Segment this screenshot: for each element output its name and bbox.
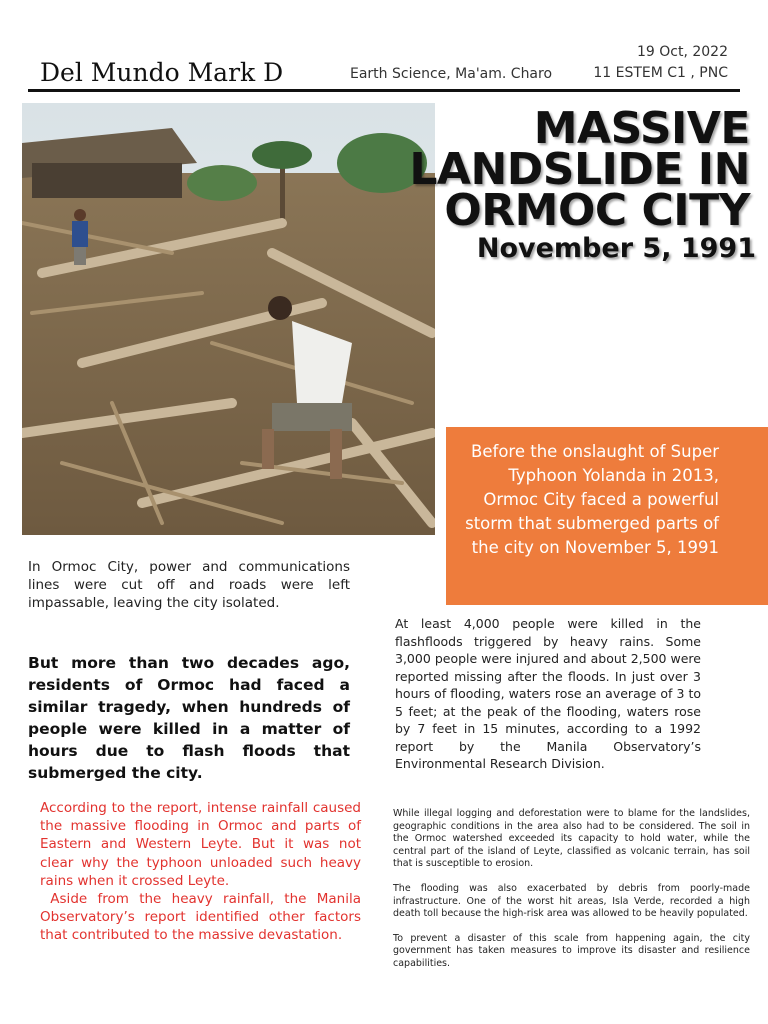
red-paragraph: According to the report, intense rainfall caused the massive flooding in Ormoc and parts of Eastern and Western Leyte. But it was not clear why the typhoon unloaded such heavy rains when it crossed Leyte.	[40, 800, 361, 889]
headline-line-3: ORMOC CITY	[444, 185, 750, 236]
section-label: 11 ESTEM C1 , PNC	[593, 65, 728, 81]
lead-paragraph: But more than two decades ago, residents of Ormoc had faced a similar tragedy, when hundreds of people were killed in a matter of hours due to flash floods that submerged the city.	[28, 654, 350, 782]
course-label: Earth Science, Ma'am. Charo	[350, 66, 553, 82]
headline-date: November 5, 1991	[476, 233, 756, 264]
red-paragraph: Aside from the heavy rainfall, the Manila Observatory’s report identified other factors that contributed to the massive devastation.	[40, 891, 361, 944]
photo-caption: In Ormoc City, power and communications lines were cut off and roads were left impassable, leaving the city isolated.	[28, 559, 350, 611]
author-name: Del Mundo Mark D	[40, 58, 284, 87]
body-column-small	[393, 808, 750, 983]
headline-line-2: LANDSLIDE IN	[409, 144, 750, 195]
headline-line-1: MASSIVE	[533, 103, 750, 154]
header-divider	[28, 89, 740, 92]
body-paragraph: To prevent a disaster of this scale from happening again, the city government has taken measures to improve its disaster and resilience capabilities.	[393, 932, 750, 969]
body-paragraph: While illegal logging and deforestation were to blame for the landslides, geographic conditions in the area also had to be considered. The soil in the Ormoc watershed exceeded its capacity to hold water, while the central part of the island of Leyte, classified as volcanic terrain, has soil that is susceptible to erosion.	[393, 808, 750, 870]
headline	[340, 103, 750, 236]
callout-box	[446, 427, 768, 605]
callout-text: Before the onslaught of Super Typhoon Yolanda in 2013, Ormoc City faced a powerful storm that submerged parts of the city on November 5, 1991	[465, 442, 719, 557]
body-paragraph: The flooding was also exacerbated by debris from poorly-made infrastructure. One of the worst hit areas, Isla Verde, recorded a high death toll because the high-risk area was allowed to be heavily populated.	[393, 882, 750, 920]
body-paragraph-casualties: At least 4,000 people were killed in the flashfloods triggered by heavy rains. Some 3,000 people were injured and about 2,500 were reported missing after the floods. In just over 3 hours of flooding, waters rose an average of 3 to 5 feet; at the peak of the flooding, waters rose by 7 feet in 15 minutes, according to a 1992 report by the Manila Observatory’s Environmental Research Division.	[395, 616, 701, 771]
date-label: 19 Oct, 2022	[637, 44, 728, 60]
red-text-block	[40, 799, 361, 945]
